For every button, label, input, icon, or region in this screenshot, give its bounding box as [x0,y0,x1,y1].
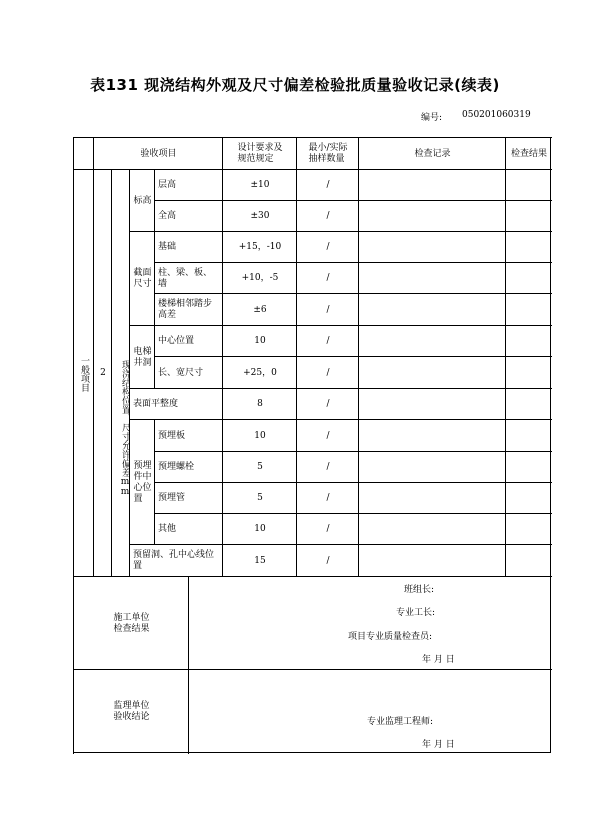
group-main-label [111,169,130,577]
row-sample-count-text: / [326,430,330,441]
row-item-name-text: 基础 [158,242,177,252]
row-check-record[interactable] [358,262,506,294]
row-check-record[interactable] [358,544,506,577]
row-design-value [222,388,297,420]
row-check-record[interactable] [358,200,506,232]
general-item-label [73,169,94,577]
row-design-value-text: 10 [254,524,266,534]
row-item-name-text: 其他 [158,524,177,534]
row-sample-count-text: / [326,524,330,534]
header-record [358,137,506,170]
supervision-label-text: 监理单位 验收结论 [113,701,150,722]
row-item-name [129,388,223,420]
row-design-value [222,325,297,357]
row-item-name [154,419,223,452]
row-check-record[interactable] [358,325,506,357]
row-item-name-text: 预埋板 [158,430,186,441]
row-design-value [222,231,297,263]
header-design-text: 设计要求及 规范规定 [237,143,283,164]
row-item-name [154,482,223,514]
row-check-record[interactable] [358,388,506,420]
row-item-name [154,451,223,483]
row-sample-count [296,325,359,357]
row-check-record[interactable] [358,419,506,452]
header-result [505,137,552,170]
code-label: 编号: [421,113,443,123]
row-check-record[interactable] [358,513,506,545]
row-check-result[interactable] [505,419,552,452]
row-design-value-text: +25，0 [243,367,277,378]
row-sample-count [296,388,359,420]
group-elevation-text: 标高 [133,195,152,206]
group-section [129,231,155,326]
general-item-label-text: 一般项目 [79,355,89,392]
row-sample-count [296,482,359,514]
row-sample-count-text: / [326,399,330,409]
row-check-result[interactable] [505,293,552,326]
row-check-record[interactable] [358,482,506,514]
page-title: 表131 现浇结构外观及尺寸偏差检验批质量验收记录(续表) [90,76,500,94]
row-design-value-text: 5 [257,462,263,472]
row-item-name-text: 楼梯相邻踏步 高差 [158,299,213,320]
header-result-text: 检查结果 [510,148,547,159]
foreman-label: 专业工长: [396,608,436,618]
row-check-result[interactable] [505,544,552,577]
row-sample-count [296,513,359,545]
row-number-text: 2 [100,368,106,378]
row-item-name-text: 预埋螺栓 [158,462,195,472]
row-design-value-text: +15，-10 [238,242,282,252]
supervision-sign-area[interactable] [188,669,552,754]
row-item-name [154,293,223,326]
row-sample-count [296,293,359,326]
group-elevation [129,169,155,232]
row-item-name-text: 预埋管 [158,493,186,503]
row-design-value [222,482,297,514]
row-design-value-text: 5 [257,493,263,503]
row-design-value-text: 10 [254,430,266,441]
row-item-name [154,325,223,357]
row-check-record[interactable] [358,451,506,483]
row-item-name [154,231,223,263]
construction-date: 年 月 日 [422,655,455,665]
header-item [93,137,223,170]
header-sample [296,137,359,170]
row-design-value [222,419,297,452]
row-sample-count-text: / [326,180,330,190]
row-check-record[interactable] [358,231,506,263]
group-embedded-text: 预埋 件中 心位 置 [133,460,152,504]
row-sample-count-text: / [326,493,330,503]
row-sample-count [296,451,359,483]
header-design [222,137,297,170]
team-leader-label: 班组长: [404,585,435,595]
row-sample-count [296,544,359,577]
row-check-result[interactable] [505,231,552,263]
row-design-value-text: ±10 [250,180,270,190]
row-check-result[interactable] [505,200,552,232]
row-design-value [222,544,297,577]
row-sample-count [296,419,359,452]
row-design-value [222,262,297,294]
header-item-text: 验收项目 [140,148,177,159]
row-item-name [154,356,223,389]
row-sample-count-text: / [326,367,330,378]
supervision-date: 年 月 日 [422,740,455,750]
row-check-record[interactable] [358,293,506,326]
row-sample-count-text: / [326,462,330,472]
row-item-name [154,169,223,201]
row-design-value-text: ±30 [250,211,270,221]
group-elevator-text: 电梯 井洞 [133,346,152,368]
row-check-result[interactable] [505,451,552,483]
row-check-result[interactable] [505,262,552,294]
row-item-name-text: 长、宽尺寸 [158,367,204,378]
row-design-value [222,451,297,483]
engineer-label: 专业监理工程师: [367,717,434,727]
row-design-value [222,200,297,232]
row-sample-count-text: / [326,555,330,566]
row-item-name-text: 中心位置 [158,336,195,346]
row-design-value [222,513,297,545]
row-item-name-text: 预留洞、孔中心线位 置 [133,550,215,571]
construction-sign-area[interactable] [188,576,552,670]
inspector-label: 项目专业质量检查员: [348,632,433,642]
row-item-name [154,200,223,232]
row-design-value-text: 10 [254,336,266,346]
row-sample-count-text: / [326,211,330,221]
row-item-name-text: 全高 [158,211,177,221]
row-sample-count-text: / [326,273,330,283]
header-blank [73,137,94,170]
group-embedded [129,419,155,545]
row-sample-count [296,356,359,389]
row-design-value-text: 8 [257,399,263,409]
row-item-name [154,513,223,545]
group-section-text: 截面 尺寸 [133,268,152,289]
row-sample-count [296,231,359,263]
code-value: 050201060319 [462,110,531,120]
group-elevator [129,325,155,389]
row-check-result[interactable] [505,169,552,201]
row-check-result[interactable] [505,325,552,357]
row-item-name-text: 柱、梁、板、 墙 [158,267,213,289]
row-item-name [129,544,223,577]
header-sample-text: 最小/实际 抽样数量 [308,143,348,164]
row-sample-count-text: / [326,336,330,346]
row-design-value [222,293,297,326]
row-check-result[interactable] [505,482,552,514]
row-check-result[interactable] [505,388,552,420]
row-sample-count-text: / [326,242,330,252]
row-sample-count-text: / [326,304,330,315]
row-sample-count [296,200,359,232]
construction-label-text: 施工单位 检查结果 [113,612,150,634]
row-item-name-text: 层高 [158,180,177,190]
row-item-name [154,262,223,294]
row-design-value-text: +10，-5 [241,273,279,283]
row-design-value-text: ±6 [253,304,267,315]
row-check-record[interactable] [358,356,506,389]
group-main-label-text: 现浇结构位置、尺寸允许偏差mm [120,360,130,497]
row-design-value [222,169,297,201]
row-design-value-text: 15 [254,555,266,566]
construction-label [73,576,189,670]
row-check-record[interactable] [358,169,506,201]
row-sample-count [296,262,359,294]
row-number [93,169,112,577]
row-item-name-text: 表面平整度 [133,399,179,409]
header-record-text: 检查记录 [414,148,451,159]
supervision-label [73,669,189,754]
row-design-value [222,356,297,389]
row-sample-count [296,169,359,201]
row-check-result[interactable] [505,356,552,389]
row-check-result[interactable] [505,513,552,545]
